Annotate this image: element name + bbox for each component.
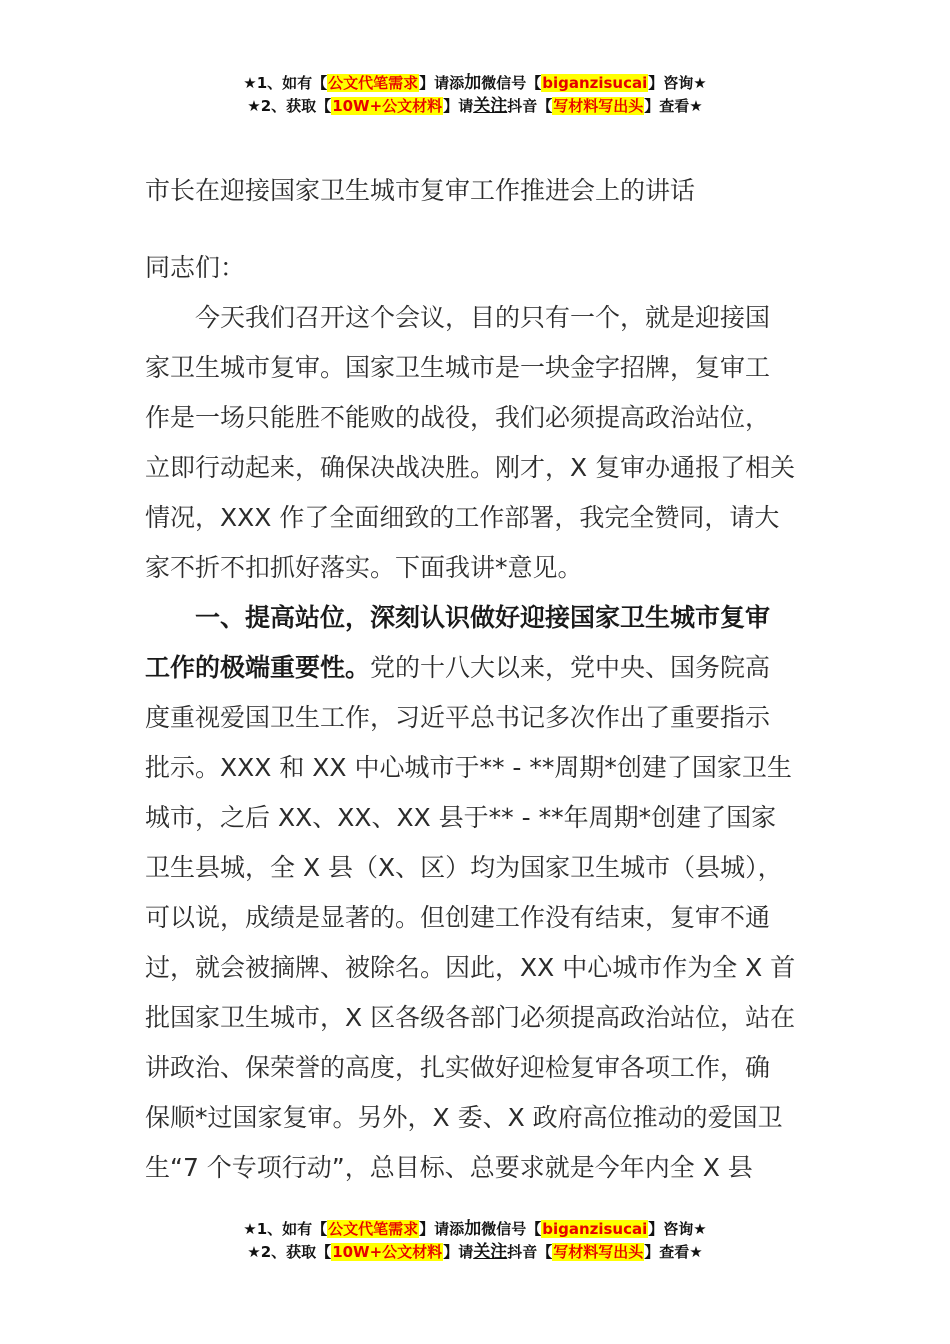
text-line: 讲政治、保荣誉的高度，扎实做好迎检复审各项工作，确: [145, 1053, 771, 1082]
document-body: [145, 293, 825, 1193]
header-banner: [0, 72, 950, 118]
banner-text: ★2、获取【: [247, 97, 332, 115]
text-line: 家卫生城市复审。国家卫生城市是一块金字招牌，复审工: [145, 353, 771, 382]
banner-line-2: [0, 95, 950, 118]
banner-text: 】查看★: [644, 97, 703, 115]
banner-text: ★2、获取【: [247, 1243, 332, 1261]
banner-text: 关注: [473, 96, 508, 116]
text-line: 批示。XXX 和 XX 中心城市于** - **周期*创建了国家卫生: [145, 753, 792, 782]
text-line: 城市，之后 XX、XX、XX 县于** - **年周期*创建了国家: [145, 803, 777, 832]
banner-text: 】请: [443, 97, 474, 115]
section-heading: 工作的极端重要性。: [145, 653, 371, 682]
banner-line-2: [0, 1241, 950, 1264]
banner-text: 抖音【: [507, 97, 553, 115]
banner-text: 关注: [473, 1242, 508, 1262]
text-line: 情况，XXX 作了全面细致的工作部署，我完全赞同，请大: [145, 503, 780, 532]
banner-text: 】咨询★: [648, 1220, 707, 1238]
text-line: 过，就会被摘牌、被除名。因此，XX 中心城市作为全 X 首: [145, 953, 796, 982]
text-line: 生“7 个专项行动”，总目标、总要求就是今年内全 X 县: [145, 1153, 753, 1182]
banner-text: 】请添: [419, 74, 465, 92]
banner-text: 加: [464, 1219, 482, 1239]
text-span: 党的十八大以来，党中央、国务院高: [370, 653, 771, 682]
section-heading: 一、提高站位，深刻认识做好迎接国家卫生城市复审: [195, 603, 771, 632]
banner-text: 】咨询★: [648, 74, 707, 92]
text-line: 度重视爱国卫生工作，习近平总书记多次作出了重要指示: [145, 703, 771, 732]
highlight-wechat-id: biganzisucai: [542, 74, 648, 92]
greeting: 同志们：: [145, 253, 246, 282]
highlight-materials: 10W+公文材料: [332, 1243, 443, 1261]
banner-text: 】查看★: [644, 1243, 703, 1261]
banner-text: 加: [464, 73, 482, 93]
text-line: 保顺*过国家复审。另外，X 委、X 政府高位推动的爱国卫: [145, 1103, 783, 1132]
highlight-service: 公文代笔需求: [328, 1220, 419, 1238]
banner-text: ★1、如有【: [243, 1220, 328, 1238]
text-line: 卫生县城，全 X 县（X、区）均为国家卫生城市（县城），: [145, 853, 783, 882]
text-line: 今天我们召开这个会议，目的只有一个，就是迎接国: [195, 303, 771, 332]
banner-text: 】请: [443, 1243, 474, 1261]
banner-text: 微信号【: [481, 74, 542, 92]
banner-line-1: [0, 72, 950, 95]
text-line: 可以说，成绩是显著的。但创建工作没有结束，复审不通: [145, 903, 771, 932]
footer-banner: [0, 1218, 950, 1264]
text-line: 作是一场只能胜不能败的战役，我们必须提高政治站位，: [145, 403, 771, 432]
banner-text: ★1、如有【: [243, 74, 328, 92]
highlight-douyin: 写材料写出头: [553, 1243, 644, 1261]
highlight-wechat-id: biganzisucai: [542, 1220, 648, 1238]
banner-text: 抖音【: [507, 1243, 553, 1261]
text-line: [145, 643, 825, 693]
banner-text: 】请添: [419, 1220, 465, 1238]
banner-text: 微信号【: [481, 1220, 542, 1238]
text-line: 家不折不扣抓好落实。下面我讲*意见。: [145, 553, 583, 582]
highlight-materials: 10W+公文材料: [332, 97, 443, 115]
section-heading-line: [145, 593, 825, 643]
highlight-douyin: 写材料写出头: [553, 97, 644, 115]
text-line: 批国家卫生城市，X 区各级各部门必须提高政治站位，站在: [145, 1003, 796, 1032]
document-title: 市长在迎接国家卫生城市复审工作推进会上的讲话: [145, 176, 696, 205]
highlight-service: 公文代笔需求: [328, 74, 419, 92]
text-line: 立即行动起来，确保决战决胜。刚才，X 复审办通报了相关: [145, 453, 796, 482]
banner-line-1: [0, 1218, 950, 1241]
